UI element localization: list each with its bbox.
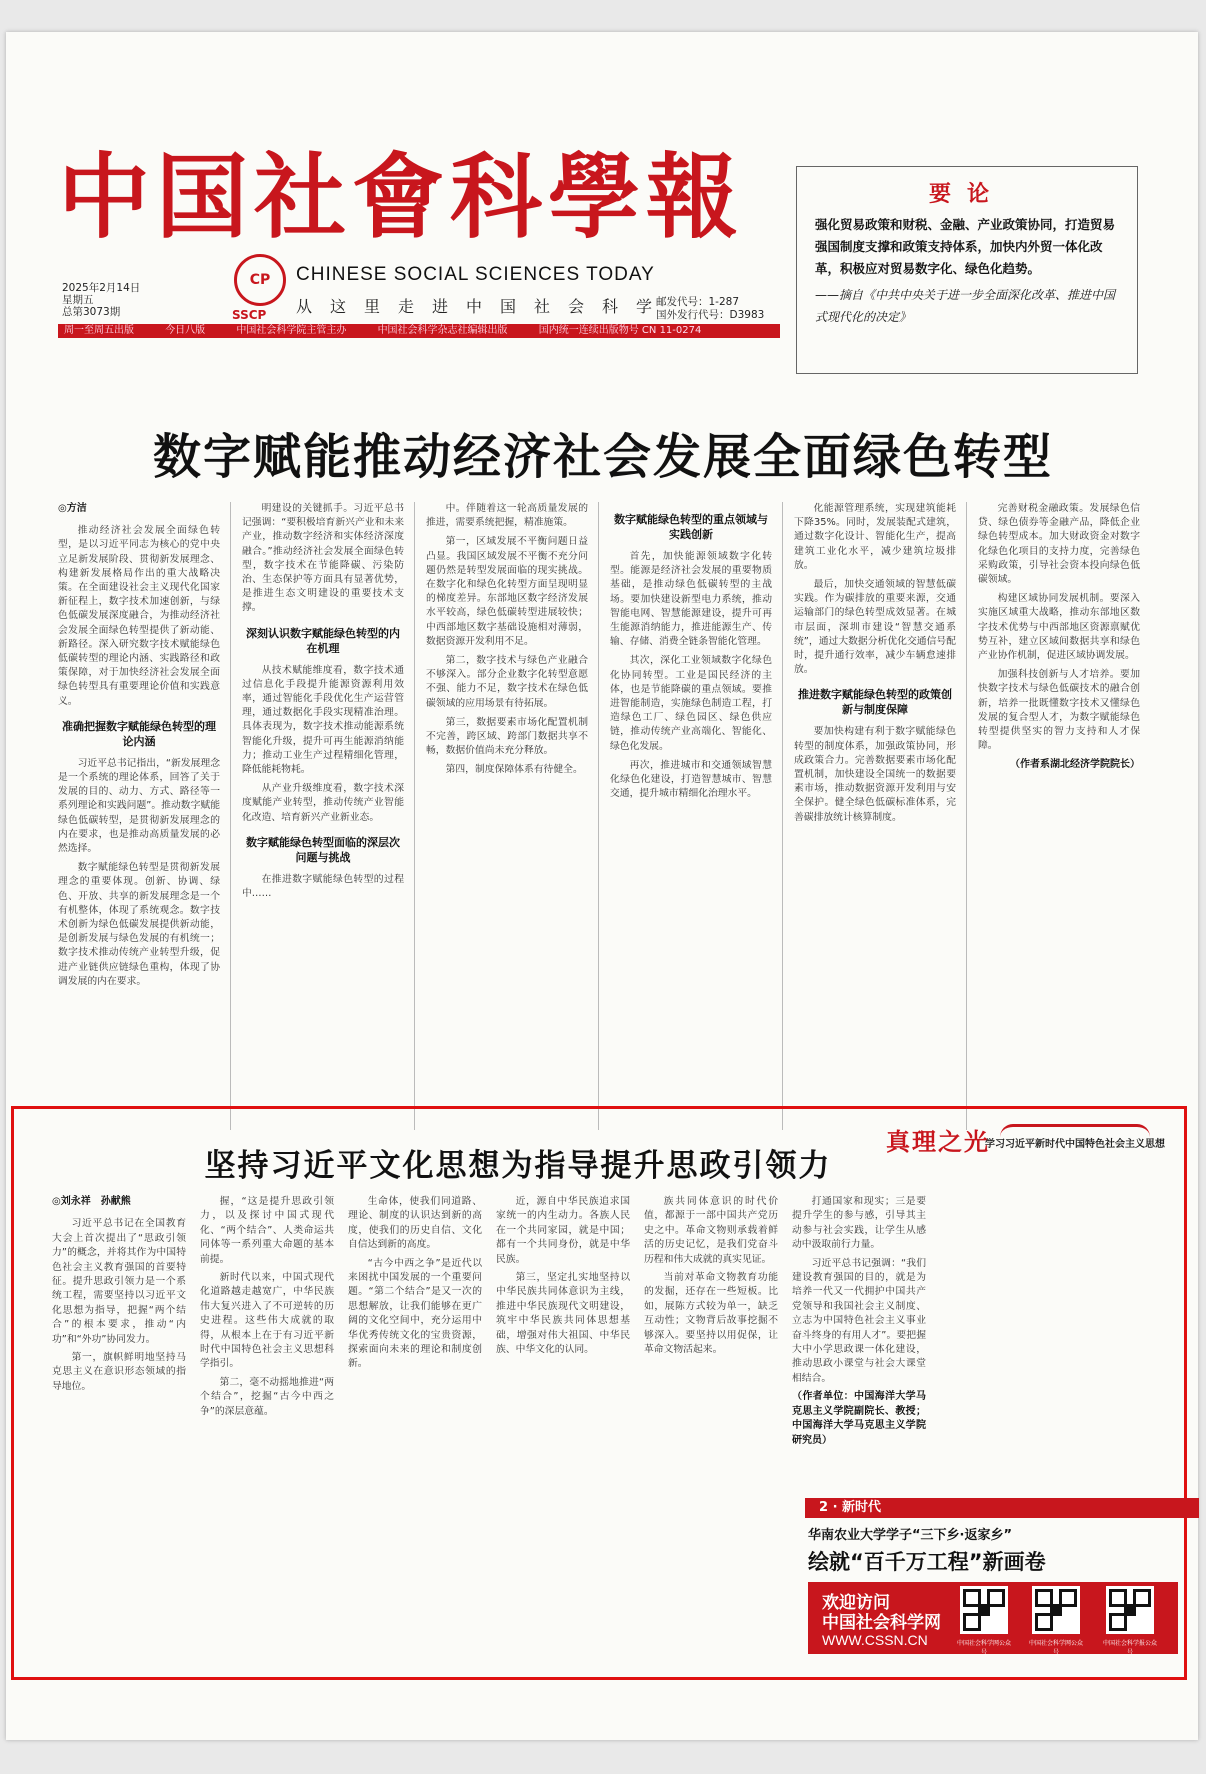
section-badge: 真理之光 [886, 1128, 990, 1156]
article-column [348, 1195, 482, 1655]
article-paragraph: 再次，推进城市和交通领域智慧化绿色化建设，打造智慧城市、智慧交通，提升城市精细化治理水平。 [610, 759, 772, 800]
article-paragraph: 握，“这是提升思政引领力，以及探讨中国式现代化、“两个结合”、人类命运共同体等一系列重大命题的基本前提。 [200, 1196, 334, 1265]
article-paragraph: 中。伴随着这一轮高质量发展的推进，需要系统把握，精准施策。 [426, 503, 588, 529]
article-paragraph: 近，源自中华民族追求国家统一的内生动力。各族人民在一个共同家园，就是中国；都有一个共同身份，就是中华民族。 [496, 1196, 630, 1265]
banner-site-name: 中国社会科学网 [822, 1613, 941, 1633]
keynote-body: 强化贸易政策和财税、金融、产业政策协同，打造贸易强国制度支撑和政策支持体系，加快内外贸一体化改革，积极应对贸易数字化、绿色化趋势。 [815, 217, 1116, 276]
column-tag-label: 学习习近平新时代中国特色社会主义思想 [985, 1139, 1165, 1150]
foreign-code: 国外发行代号：D3983 [656, 309, 765, 321]
article-paragraph: 明建设的关键抓手。习近平总书记强调：“要积极培育新兴产业和未来产业，推动数字经济和实体经济深度融合。”推动经济社会发展全面绿色转型，数字技术在节能降碳、污染防治、生态保护等方面具有显著优势，是推进生态文明建设的重要技术支撑。 [242, 503, 404, 614]
article-paragraph: “古今中西之争”是近代以来困扰中国发展的一个重要问题。“第二个结合”是又一次的思想解放，让我们能够在更广阔的文化空间中，充分运用中华优秀传统文化的宝贵资源，探索面向未来的理论和制度创新。 [348, 1257, 482, 1370]
qr-code-icon[interactable] [960, 1586, 1008, 1634]
article-paragraph: 构建区域协同发展机制。要深入实施区域重大战略，推动东部地区数字技术优势与中西部地区资源禀赋优势互补，建立区域间数据共享和绿色产业协作机制，促进区域协调发展。 [978, 593, 1140, 662]
qr-label: 中国社会科学报公众号 [1102, 1640, 1157, 1656]
article-paragraph: 化能源管理系统，实现建筑能耗下降35%。同时，发展装配式建筑，通过数字化设计、智能化生产，提高建筑工业化水平，减少建筑垃圾排放。 [794, 503, 956, 571]
promo-subtitle: 华南农业大学学子“三下乡·返家乡” [808, 1528, 1013, 1543]
slogan: 从这里走进中国社会科学 [296, 297, 671, 316]
article-paragraph: 最后，加快交通领域的智慧低碳实践。作为碳排放的重要来源，交通运输部门的绿色转型成效显著。在城市层面，深圳市建设“智慧交通系统”，通过大数据分析优化交通信号配时，提升通行效率，减少车辆怠速排放。 [794, 579, 956, 676]
upper-article [58, 502, 1148, 1130]
article-paragraph: 其次，深化工业领域数字化绿色化协同转型。工业是国民经济的主体，也是节能降碳的重点领域。要推进智能制造，实施绿色制造工程，打造绿色工厂、绿色园区、绿色供应链，推动传统产业高端化、智能化、绿色化发展。 [610, 655, 772, 752]
publisher-logo-text: SSCP [232, 308, 267, 322]
date-block [62, 282, 140, 318]
article-column [496, 1195, 630, 1655]
banner-url[interactable]: WWW.CSSN.CN [822, 1632, 928, 1648]
article-byline: ◎方洁 [58, 503, 87, 514]
article-paragraph: 从产业升级维度看，数字技术深度赋能产业转型，推动传统产业智能化改造、培育新兴产业新业态。 [242, 783, 404, 823]
column-tag [980, 1124, 1170, 1151]
article-paragraph: 习近平总书记强调：“我们建设教育强国的目的，就是为培养一代又一代拥护中国共产党领导和我国社会主义制度、立志为中国特色社会主义事业奋斗终身的有用人才”。要把握大中小学思政课一体化建设，推动思政小课堂与社会大课堂相结合。 [792, 1257, 926, 1384]
article-paragraph: 数字赋能绿色转型是贯彻新发展理念的重要体现。创新、协调、绿色、开放、共享的新发展理念是一个有机整体，体现了系统观念。数字技术创新为绿色低碳发展提供新动能，是创新发展与绿色发展的有机统一；数字技术推动传统产业转型升级，促进产业链供应链绿色重构，体现了协调发展的内在要求。 [58, 862, 220, 987]
article-paragraph: 第三，数据要素市场化配置机制不完善，跨区域、跨部门数据共享不畅，数据价值尚未充分释放。 [426, 716, 588, 757]
article-subheading: 准确把握数字赋能绿色转型的理论内涵 [62, 719, 216, 748]
article-paragraph: 第二，数字技术与绿色产业融合不够深入。部分企业数字化转型意愿不强、能力不足，数字技术在绿色低碳领域的应用场景有待拓展。 [426, 655, 588, 709]
banner-welcome: 欢迎访问 [822, 1593, 890, 1613]
article-column [426, 502, 588, 1130]
article-paragraph: 要加快构建有利于数字赋能绿色转型的制度体系，加强政策协同，形成政策合力。完善数据要素市场化配置机制，加快建设全国统一的数据要素市场，推动数据资源开发利用与安全保护。健全绿色低碳标准体系，完善碳排放统计核算制度。 [794, 726, 956, 823]
info-bar-item: 中国社会科学院主管主办 [236, 325, 347, 336]
article-column [58, 502, 220, 1130]
article-column [610, 502, 772, 1130]
column-divider [782, 502, 783, 1130]
article-paragraph: 族共同体意识的时代价值，都源于一部中国共产党历史之中。革命文物则承载着鲜活的历史记忆，是我们党奋斗历程和伟大成就的真实见证。 [644, 1196, 778, 1265]
qr-label: 中国社会科学网公众号 [956, 1640, 1011, 1656]
article-paragraph: 新时代以来，中国式现代化道路越走越宽广，中华民族伟大复兴进入了不可逆转的历史进程。这些伟大成就的取得，从根本上在于有习近平新时代中国特色社会主义思想科学指引。 [200, 1272, 334, 1370]
article-paragraph: 习近平总书记在全国教育大会上首次提出了“思政引领力”的概念，并将其作为中国特色社会主义教育强国的首要特征。提升思政引领力是一个系统工程，需要坚持以习近平文化思想为指导，把握“两个结合”的根本要求，推动“内功”和“外功”协同发力。 [52, 1218, 186, 1345]
front-page-headline: 数字赋能推动经济社会发展全面绿色转型 [152, 429, 1053, 485]
article-paragraph: 第四，制度保障体系有待健全。 [445, 764, 583, 776]
keynote-source: ——摘自《中共中央关于进一步全面深化改革、推进中国式现代化的决定》 [815, 288, 1116, 324]
column-tag-arc-icon [1000, 1124, 1150, 1137]
article-column [200, 1195, 334, 1655]
column-divider [966, 502, 967, 1130]
issue-date: 2025年2月14日 [62, 282, 141, 294]
article-paragraph: 第一，旗帜鲜明地坚持马克思主义在意识形态领域的指导地位。 [52, 1352, 186, 1392]
article-paragraph: 习近平总书记指出，“新发展理念是一个系统的理论体系，回答了关于发展的目的、动力、方式、路径等一系列理论和实践问题”。推动数字赋能绿色低碳转型，是贯彻新发展理念的内在要求，也是推动高质量发展的必然选择。 [58, 757, 220, 855]
article-column [978, 502, 1140, 1130]
article-paragraph: 推动经济社会发展全面绿色转型，是以习近平同志为核心的党中央立足新发展阶段、贯彻新发展理念、构建新发展格局作出的重大战略决策。在全面建设社会主义现代化国家新征程上，数字技术加速创新，与绿色低碳发展深度融合，为推动经济社会发展全面绿色转型提供了新动能、新路径。深入研究数字技术赋能绿色低碳转型的理论内涵、实践路径和政策保障，对于加快经济社会发展全面绿色转型具有重要理论价值和实践意义。 [58, 525, 220, 707]
promo-section-bar: 2 · 新时代 [805, 1498, 1199, 1518]
article-paragraph: 加强科技创新与人才培养。要加快数字技术与绿色低碳技术的融合创新，培养一批既懂数字技术又懂绿色发展的复合型人才，为数字赋能绿色转型提供坚实的智力支持和人才保障。 [978, 669, 1140, 752]
info-bar-item: 中国社会科学杂志社编辑出版 [377, 325, 508, 336]
column-divider [230, 502, 231, 1130]
distribution-codes [656, 296, 764, 322]
article-paragraph: 生命体，使我们同道路、理论、制度的认识达到新的高度，使我们的历史自信、文化自信达到新的高度。 [348, 1196, 482, 1251]
issue-weekday: 星期五 [62, 294, 94, 306]
article-column [644, 1195, 778, 1655]
article-column [794, 502, 956, 1130]
article-paragraph: 完善财税金融政策。发展绿色信贷、绿色债券等金融产品，降低企业绿色转型成本。加大财政资金对数字化绿色化项目的支持力度，完善绿色采购政策，引导社会资本投向绿色低碳领域。 [978, 503, 1140, 586]
masthead-info-bar [58, 324, 780, 338]
info-bar-item: 国内统一连续出版物号 CN 11-0274 [538, 325, 702, 336]
website-banner[interactable] [808, 1582, 1178, 1654]
article-paragraph: 首先，加快能源领域数字化转型。能源是经济社会发展的重要物质基础，是推动绿色低碳转型的主战场。要加快建设新型电力系统，推动智能电网、智慧能源建设，提升可再生能源消纳能力，推进能源生产、传输、存储、消费全链条智能化管理。 [610, 551, 772, 648]
article-paragraph: 第一，区域发展不平衡问题日益凸显。我国区域发展不平衡不充分问题仍然是转型发展面临的现实挑战。在数字化和绿色化转型方面呈现明显的梯度差异。东部地区数字经济发展水平较高，绿色低碳转型进展较快；中西部地区数字基础设施相对薄弱，数据资源开发利用不足。 [426, 536, 588, 647]
article-paragraph: 第二，毫不动摇地推进“两个结合”，挖掘“古今中西之争”的深层意蕴。 [200, 1376, 334, 1417]
publisher-logo-icon: CP [234, 254, 286, 306]
article-column [52, 1195, 186, 1655]
article-subheading: 数字赋能绿色转型的重点领域与实践创新 [614, 513, 768, 541]
author-note: （作者系湖北经济学院院长） [1010, 759, 1140, 771]
column-divider [414, 502, 415, 1130]
keynote-box [796, 166, 1138, 374]
qr-code-icon[interactable] [1106, 1586, 1154, 1634]
article-paragraph: 当前对革命文物教育功能的发掘，还存在一些短板。比如，展陈方式较为单一，缺乏互动性；文物背后故事挖掘不够深入。要坚持以用促保，让革命文物活起来。 [644, 1272, 778, 1356]
article-subheading: 数字赋能绿色转型面临的深层次问题与挑战 [246, 835, 400, 864]
article-paragraph: 第三，坚定扎实地坚持以中华民族共同体意识为主线，推进中华民族现代文明建设，筑牢中华民族共同体思想基础，增强对伟大祖国、中华民族、中华文化的认同。 [496, 1272, 630, 1356]
article-column [242, 502, 404, 1130]
english-title: CHINESE SOCIAL SCIENCES TODAY [296, 264, 655, 285]
keynote-heading: 要论 [928, 182, 1005, 207]
article-subheading: 深刻认识数字赋能绿色转型的内在机理 [246, 626, 400, 655]
promo-title: 绘就“百千万工程”新画卷 [808, 1550, 1046, 1574]
article-paragraph: 从技术赋能维度看，数字技术通过信息化手段提升能源资源利用效率，通过智能化手段优化生产运营管理，通过数据化手段实现精准治理。具体表现为，数字技术推动能源系统智能化升级，提升可再生能源消纳能力；推动工业生产过程精细化管理，降低能耗物耗。 [242, 664, 404, 776]
lower-article-headline: 坚持习近平文化思想为指导提升思政引领力 [204, 1148, 832, 1184]
article-subheading: 推进数字赋能绿色转型的政策创新与制度保障 [798, 688, 952, 717]
qr-code-icon[interactable] [1032, 1586, 1080, 1634]
article-paragraph: 打通国家和现实；三是要提升学生的参与感，引导其主动参与社会实践，让学生从感动中汲取前行力量。 [792, 1196, 926, 1251]
column-divider [598, 502, 599, 1130]
issue-number: 总第3073期 [62, 306, 121, 318]
masthead-title: 中国社會科學報 [58, 143, 745, 251]
info-bar-item: 今日八版 [165, 325, 206, 336]
author-note: （作者单位：中国海洋大学马克思主义学院副院长、教授；中国海洋大学马克思主义学院研究员） [792, 1391, 926, 1446]
qr-label: 中国社会科学网公众号 [1028, 1640, 1083, 1656]
article-byline: ◎刘永祥 孙献熊 [52, 1196, 131, 1207]
postal-code: 邮发代号：1-287 [656, 296, 740, 308]
info-bar-item: 周一至周五出版 [64, 325, 134, 336]
article-paragraph: 在推进数字赋能绿色转型的过程中…… [242, 873, 404, 900]
